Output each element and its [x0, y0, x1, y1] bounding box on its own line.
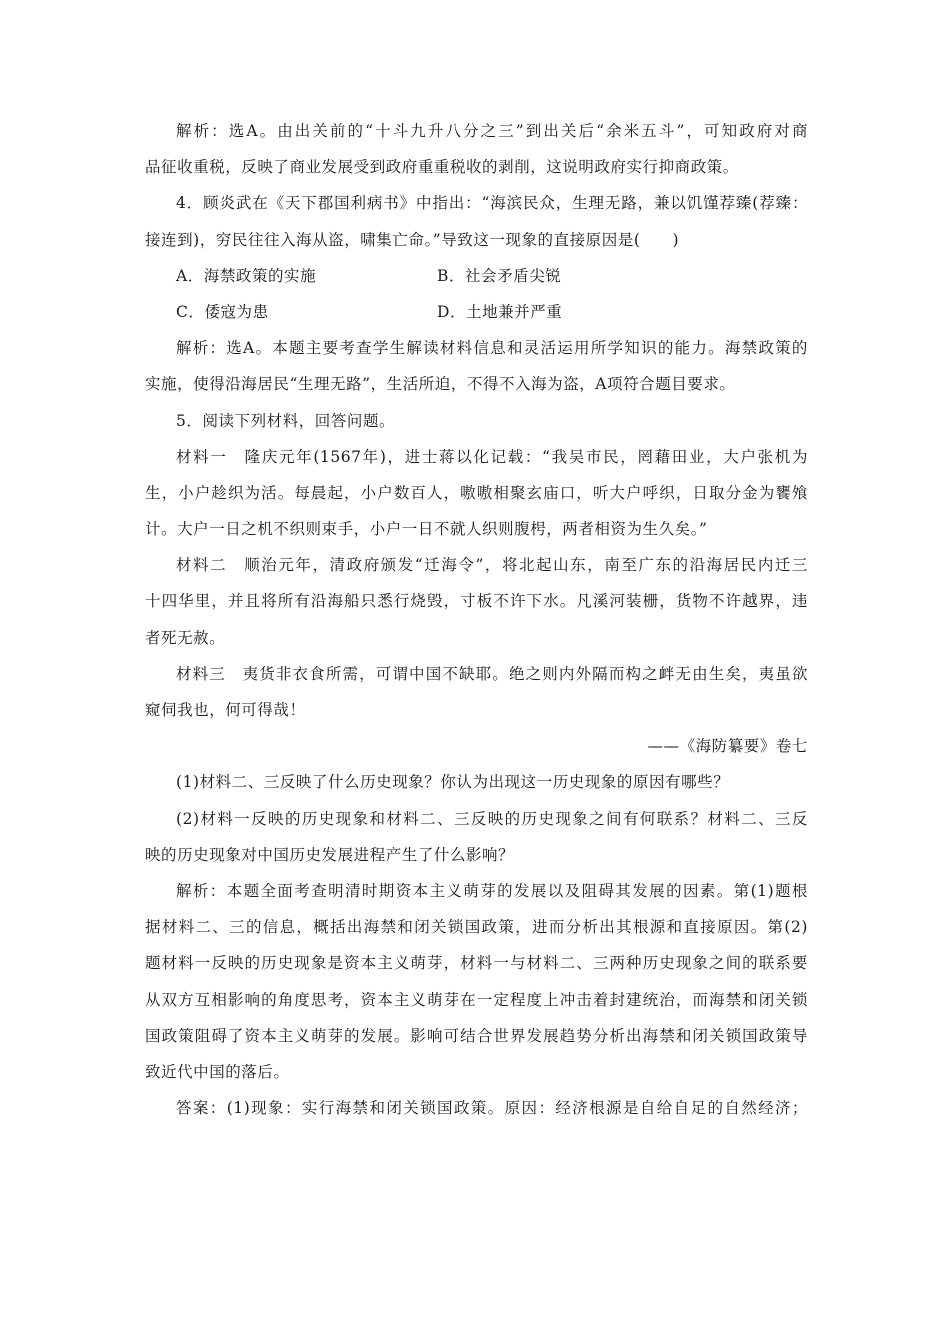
analysis-q3-line2: 品征收重税，反映了商业发展受到政府重重税收的剥削，这说明政府实行抑商政策。: [145, 158, 739, 177]
question-5-title: 5．阅读下列材料，回答问题。: [176, 411, 396, 430]
material-1-line3: 计。大户一日之机不织则束手，小户一日不就人织则腹枵，两者相资为生久矣。”: [145, 520, 708, 539]
analysis-q5-line2: 据材料二、三的信息，概括出海禁和闭关锁国政策，进而分析出其根源和直接原因。第(2): [145, 918, 808, 937]
options-row-2: [145, 301, 808, 324]
answer-q5-line1: 答案：(1)现象：实行海禁和闭关锁国政策。原因：经济根源是自给自足的自然经济；: [176, 1099, 808, 1118]
material-2-line1: 材料二 顺治元年，清政府颁发“迁海令”，将北起山东，南至广东的沿海居民内迁三: [176, 556, 808, 575]
analysis-q5-line6: 致近代中国的落后。: [145, 1062, 290, 1081]
material-3-line2: 窥伺我也，何可得哉！: [145, 701, 306, 719]
question-4-line2: 接连到)，穷民往往入海从盗，啸集亡命。”导致这一现象的直接原因是( ): [145, 230, 680, 249]
material-1-line2: 生，小户趁织为活。每晨起，小户数百人，嗷嗷相聚玄庙口，听大户呼织，日取分金为饔飧: [145, 483, 808, 502]
material-3-source: ——《海防纂要》卷七: [647, 737, 808, 756]
analysis-q5-line1: 解析：本题全面考查明清时期资本主义萌芽的发展以及阻碍其发展的因素。第(1)题根: [176, 881, 808, 900]
subquestion-1: (1)材料二、三反映了什么历史现象？你认为出现这一历史现象的原因有哪些？: [176, 773, 730, 792]
option-d: D．土地兼并严重: [437, 302, 563, 321]
analysis-q5-line5: 国政策阻碍了资本主义萌芽的发展。影响可结合世界发展趋势分析出海禁和闭关锁国政策导: [145, 1026, 808, 1045]
subquestion-2-line2: 映的历史现象对中国历史发展进程产生了什么影响？: [145, 845, 515, 864]
option-c: C．倭寇为患: [176, 302, 269, 321]
option-b: B．社会矛盾尖锐: [437, 266, 562, 285]
analysis-q5-line3: 题材料一反映的历史现象是资本主义萌芽，材料一与材料二、三两种历史现象之间的联系要: [145, 954, 808, 973]
material-1-line1: 材料一 隆庆元年(1567年)，进士蒋以化记载：“我吴市民，罔藉田业，大户张机为: [176, 447, 808, 466]
option-a: A．海禁政策的实施: [176, 266, 317, 285]
analysis-q4-line2: 实施，使得沿海居民“生理无路”，生活所迫，不得不入海为盗，A项符合题目要求。: [145, 375, 736, 394]
material-2-line3: 者死无赦。: [145, 628, 226, 647]
analysis-q5-line4: 从双方互相影响的角度思考，资本主义萌芽在一定程度上冲击着封建统治，而海禁和闭关锁: [145, 990, 808, 1009]
subquestion-2-line1: (2)材料一反映的历史现象和材料二、三反映的历史现象之间有何联系？材料二、三反: [176, 809, 808, 828]
analysis-q4-line1: 解析：选A。本题主要考查学生解读材料信息和灵活运用所学知识的能力。海禁政策的: [176, 339, 808, 358]
material-3-line1: 材料三 夷货非衣食所需，可谓中国不缺耶。绝之则内外隔而构之衅无由生矣，夷虽欲: [176, 664, 808, 683]
material-2-line2: 十四华里，并且将所有沿海船只悉行烧毁，寸板不许下水。凡溪河装栅，货物不许越界，违: [145, 592, 808, 611]
question-4-line1: 4．顾炎武在《天下郡国利病书》中指出：“海滨民众，生理无路，兼以饥馑荐臻(荐臻：: [176, 194, 808, 213]
analysis-q3-line1: 解析：选A。由出关前的“十斗九升八分之三”到出关后“余米五斗”，可知政府对商: [176, 122, 808, 140]
options-row-1: [145, 265, 808, 288]
document-page: [145, 120, 808, 1133]
